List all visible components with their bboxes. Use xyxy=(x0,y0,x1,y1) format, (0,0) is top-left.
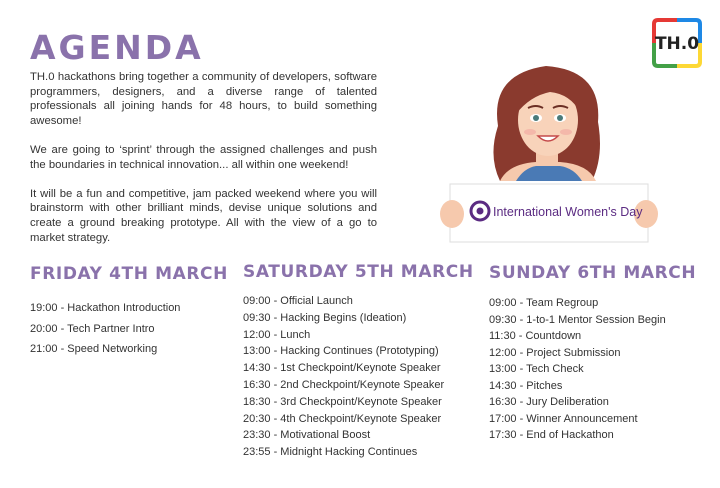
intro-paragraph: We are going to ‘sprint’ through the assigned challenges and push the boundaries in technical innovation... all within one weekend! xyxy=(30,143,377,171)
schedule-item: 18:30 - 3rd Checkpoint/Keynote Speaker xyxy=(243,395,442,408)
schedule-item: 16:30 - 2nd Checkpoint/Keynote Speaker xyxy=(243,378,445,391)
day-heading: SUNDAY 6TH MARCH xyxy=(489,263,697,283)
schedule-item: 09:00 - Team Regroup xyxy=(489,297,599,309)
schedule-item: 14:30 - 1st Checkpoint/Keynote Speaker xyxy=(243,362,441,375)
schedule-item: 11:30 - Countdown xyxy=(489,330,582,342)
schedule-item: 17:00 - Winner Announcement xyxy=(489,412,638,425)
day-heading: FRIDAY 4TH MARCH xyxy=(30,264,228,284)
woman-illustration xyxy=(438,56,660,246)
day-heading: SATURDAY 5TH MARCH xyxy=(243,262,474,282)
schedule-item: 19:00 - Hackathon Introduction xyxy=(30,302,181,314)
day-friday xyxy=(30,264,228,360)
schedule-item: 20:00 - Tech Partner Intro xyxy=(30,322,155,335)
schedule-list xyxy=(243,293,474,461)
intro-paragraph: TH.0 hackathons bring together a community of developers, software programmers, designers, and a diverse range of talented professionals all joining hands for 48 hours, to build something awesome! xyxy=(30,71,377,127)
schedule-list xyxy=(489,295,696,444)
schedule-item: 14:30 - Pitches xyxy=(489,379,563,392)
logo-text: TH.0 xyxy=(654,34,700,54)
intro-text xyxy=(30,70,377,260)
schedule-item: 09:00 - Official Launch xyxy=(243,295,353,307)
banner-text: International Women's Day xyxy=(493,205,643,219)
day-saturday xyxy=(243,262,474,461)
schedule-item: 09:30 - Hacking Begins (Ideation) xyxy=(243,311,407,324)
schedule-item: 13:00 - Tech Check xyxy=(489,363,584,375)
schedule-list xyxy=(30,298,228,360)
schedule-item: 12:00 - Lunch xyxy=(243,328,311,341)
page-title: AGENDA xyxy=(30,28,204,67)
schedule-item: 16:30 - Jury Deliberation xyxy=(489,396,609,408)
day-sunday xyxy=(489,263,696,444)
schedule-item: 20:30 - 4th Checkpoint/Keynote Speaker xyxy=(243,412,442,425)
schedule-item: 21:00 - Speed Networking xyxy=(30,343,158,355)
schedule-item: 23:55 - Midnight Hacking Continues xyxy=(243,446,418,459)
schedule-item: 09:30 - 1-to-1 Mentor Session Begin xyxy=(489,313,666,326)
schedule-item: 23:30 - Motivational Boost xyxy=(243,429,371,442)
schedule-item: 13:00 - Hacking Continues (Prototyping) xyxy=(243,345,439,358)
schedule-item: 17:30 - End of Hackathon xyxy=(489,429,614,441)
schedule-item: 12:00 - Project Submission xyxy=(489,346,621,359)
intro-paragraph: It will be a fun and competitive, jam packed weekend where you will brainstorm with other brilliant minds, devise unique solutions and create a ground breaking prototype. All with the view of a go to market strategy. xyxy=(30,187,377,244)
